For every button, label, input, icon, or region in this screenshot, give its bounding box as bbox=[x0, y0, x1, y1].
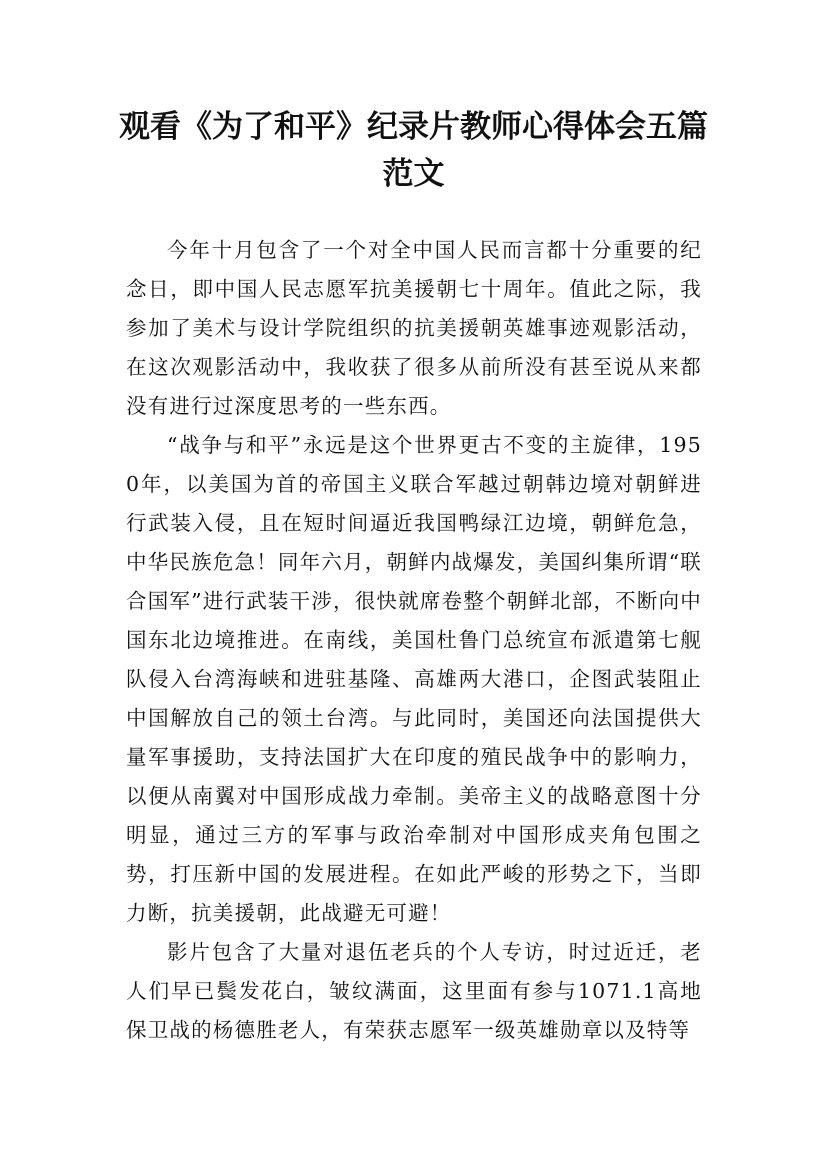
document-title: 观看《为了和平》纪录片教师心得体会五篇范文 bbox=[119, 109, 708, 192]
document-body bbox=[126, 231, 702, 1050]
paragraph: 今年十月包含了一个对全中国人民而言都十分重要的纪念日，即中国人民志愿军抗美援朝七十周年。值此之际，我参加了美术与设计学院组织的抗美援朝英雄事迹观影活动，在这次观影活动中，我收获了很多从前所没有甚至说从来都没有进行过深度思考的一些东西。 bbox=[126, 238, 702, 418]
paragraph: 影片包含了大量对退伍老兵的个人专访，时过近迁，老人们早已鬓发花白，皱纹满面，这里面有参与1071.1高地保卫战的杨德胜老人，有荣获志愿军一级英雄勋章以及特等 bbox=[126, 940, 702, 1042]
paragraph: “战争与和平”永远是这个世界更古不变的主旋律，1950年，以美国为首的帝国主义联合军越过朝韩边境对朝鲜进行武装入侵，且在短时间逼近我国鸭绿江边境，朝鲜危急，中华民族危急！同年六月，朝鲜内战爆发，美国纠集所谓“联合国军”进行武装干涉，很快就席卷整个朝鲜北部，不断向中国东北边境推进。在南线，美国杜鲁门总统宣布派遣第七舰队侵入台湾海峡和进驻基隆、高雄两大港口，企图武装阻止中国解放自己的领土台湾。与此同时，美国还向法国提供大量军事援助，支持法国扩大在印度的殖民战争中的影响力，以便从南翼对中国形成战力牵制。美帝主义的战略意图十分明显，通过三方的军事与政治牵制对中国形成夹角包围之势，打压新中国的发展进程。在如此严峻的形势之下，当即力断，抗美援朝，此战避无可避！ bbox=[126, 433, 702, 925]
